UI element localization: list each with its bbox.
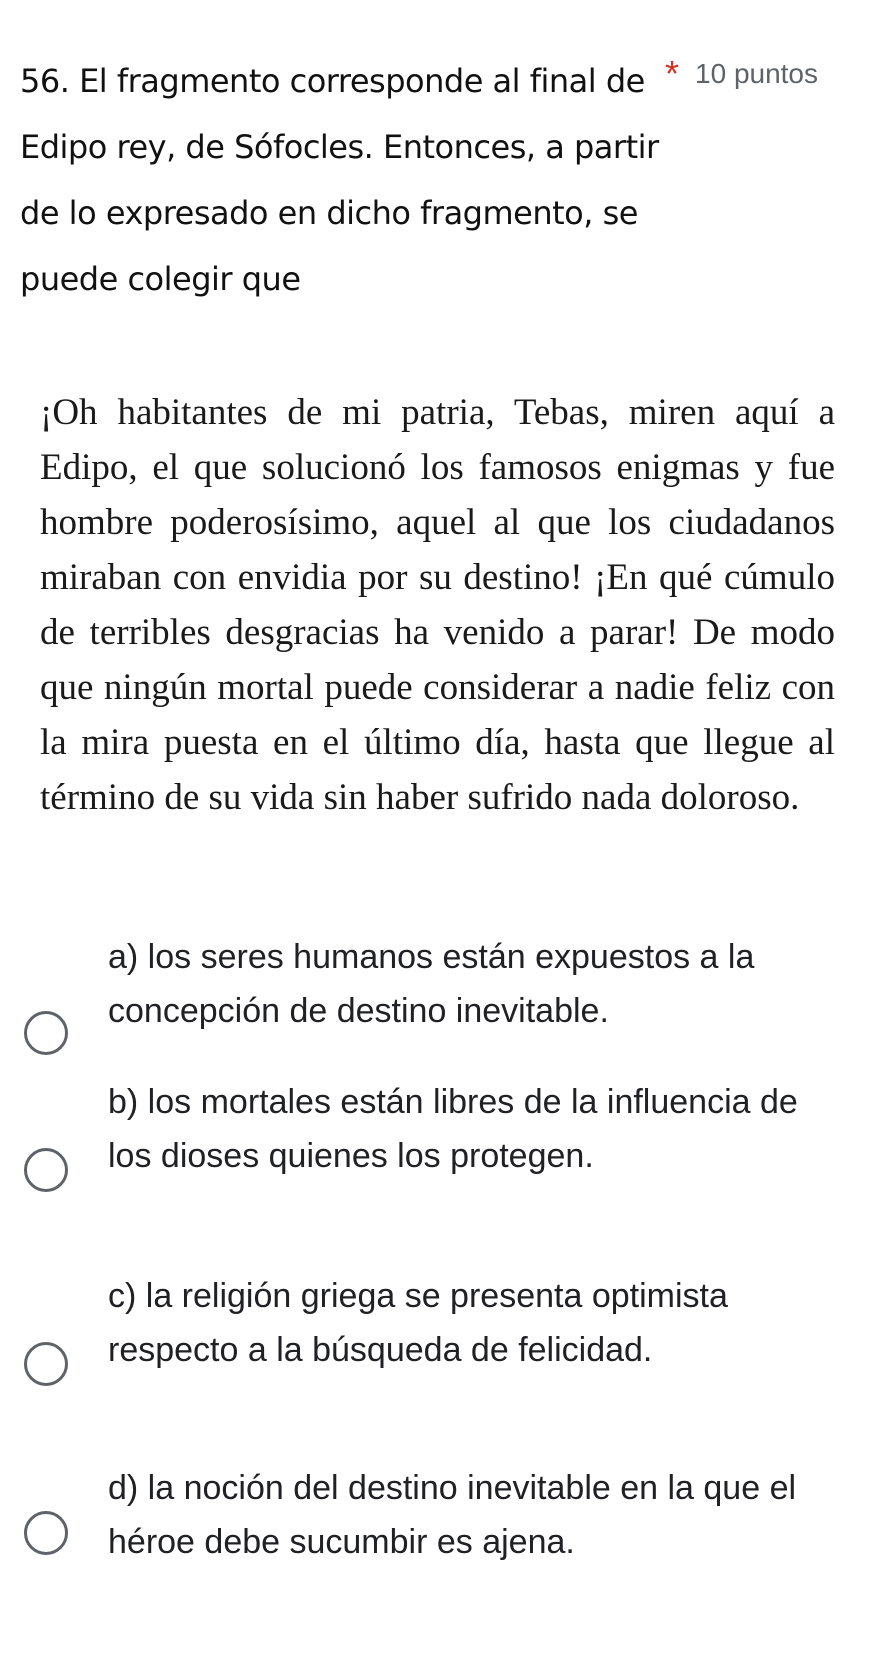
required-marker: *: [665, 53, 680, 94]
question-meta: [665, 53, 819, 94]
radio-unchecked-icon[interactable]: [24, 1148, 68, 1192]
radio-unchecked-icon[interactable]: [24, 1011, 68, 1055]
radio-unchecked-icon[interactable]: [24, 1342, 68, 1386]
option-label[interactable]: a) los seres humanos están expuestos a la concepción de destino inevitable.: [108, 938, 755, 1030]
points-label: 10 puntos: [695, 58, 819, 89]
question-title: 56. El fragmento corresponde al final de Edipo rey, de Sófocles. Entonces, a partir de lo expresado en dicho fragmento, se puede colegir que: [20, 62, 659, 298]
radio-unchecked-icon[interactable]: [24, 1511, 68, 1555]
question-header: [20, 48, 860, 312]
option-label[interactable]: b) los mortales están libres de la influencia de los dioses quienes los protegen.: [108, 1083, 798, 1175]
option-label[interactable]: d) la noción del destino inevitable en la que el héroe debe sucumbir es ajena.: [108, 1469, 797, 1561]
quote-image-text: ¡Oh habitantes de mi patria, Tebas, miren aquí a Edipo, el que solucionó los famosos enigmas y fue hombre poderosísimo, aquel al que los ciudadanos miraban con envidia por su destino! ¡En qué cúmulo de terribles desgracias ha venido a parar! De modo que ningún mortal puede considerar a nadie feliz con la mira puesta en el último día, hasta que llegue al término de su vida sin haber sufrido nada doloroso.: [40, 392, 835, 818]
option-label[interactable]: c) la religión griega se presenta optimista respecto a la búsqueda de felicidad.: [108, 1277, 728, 1369]
